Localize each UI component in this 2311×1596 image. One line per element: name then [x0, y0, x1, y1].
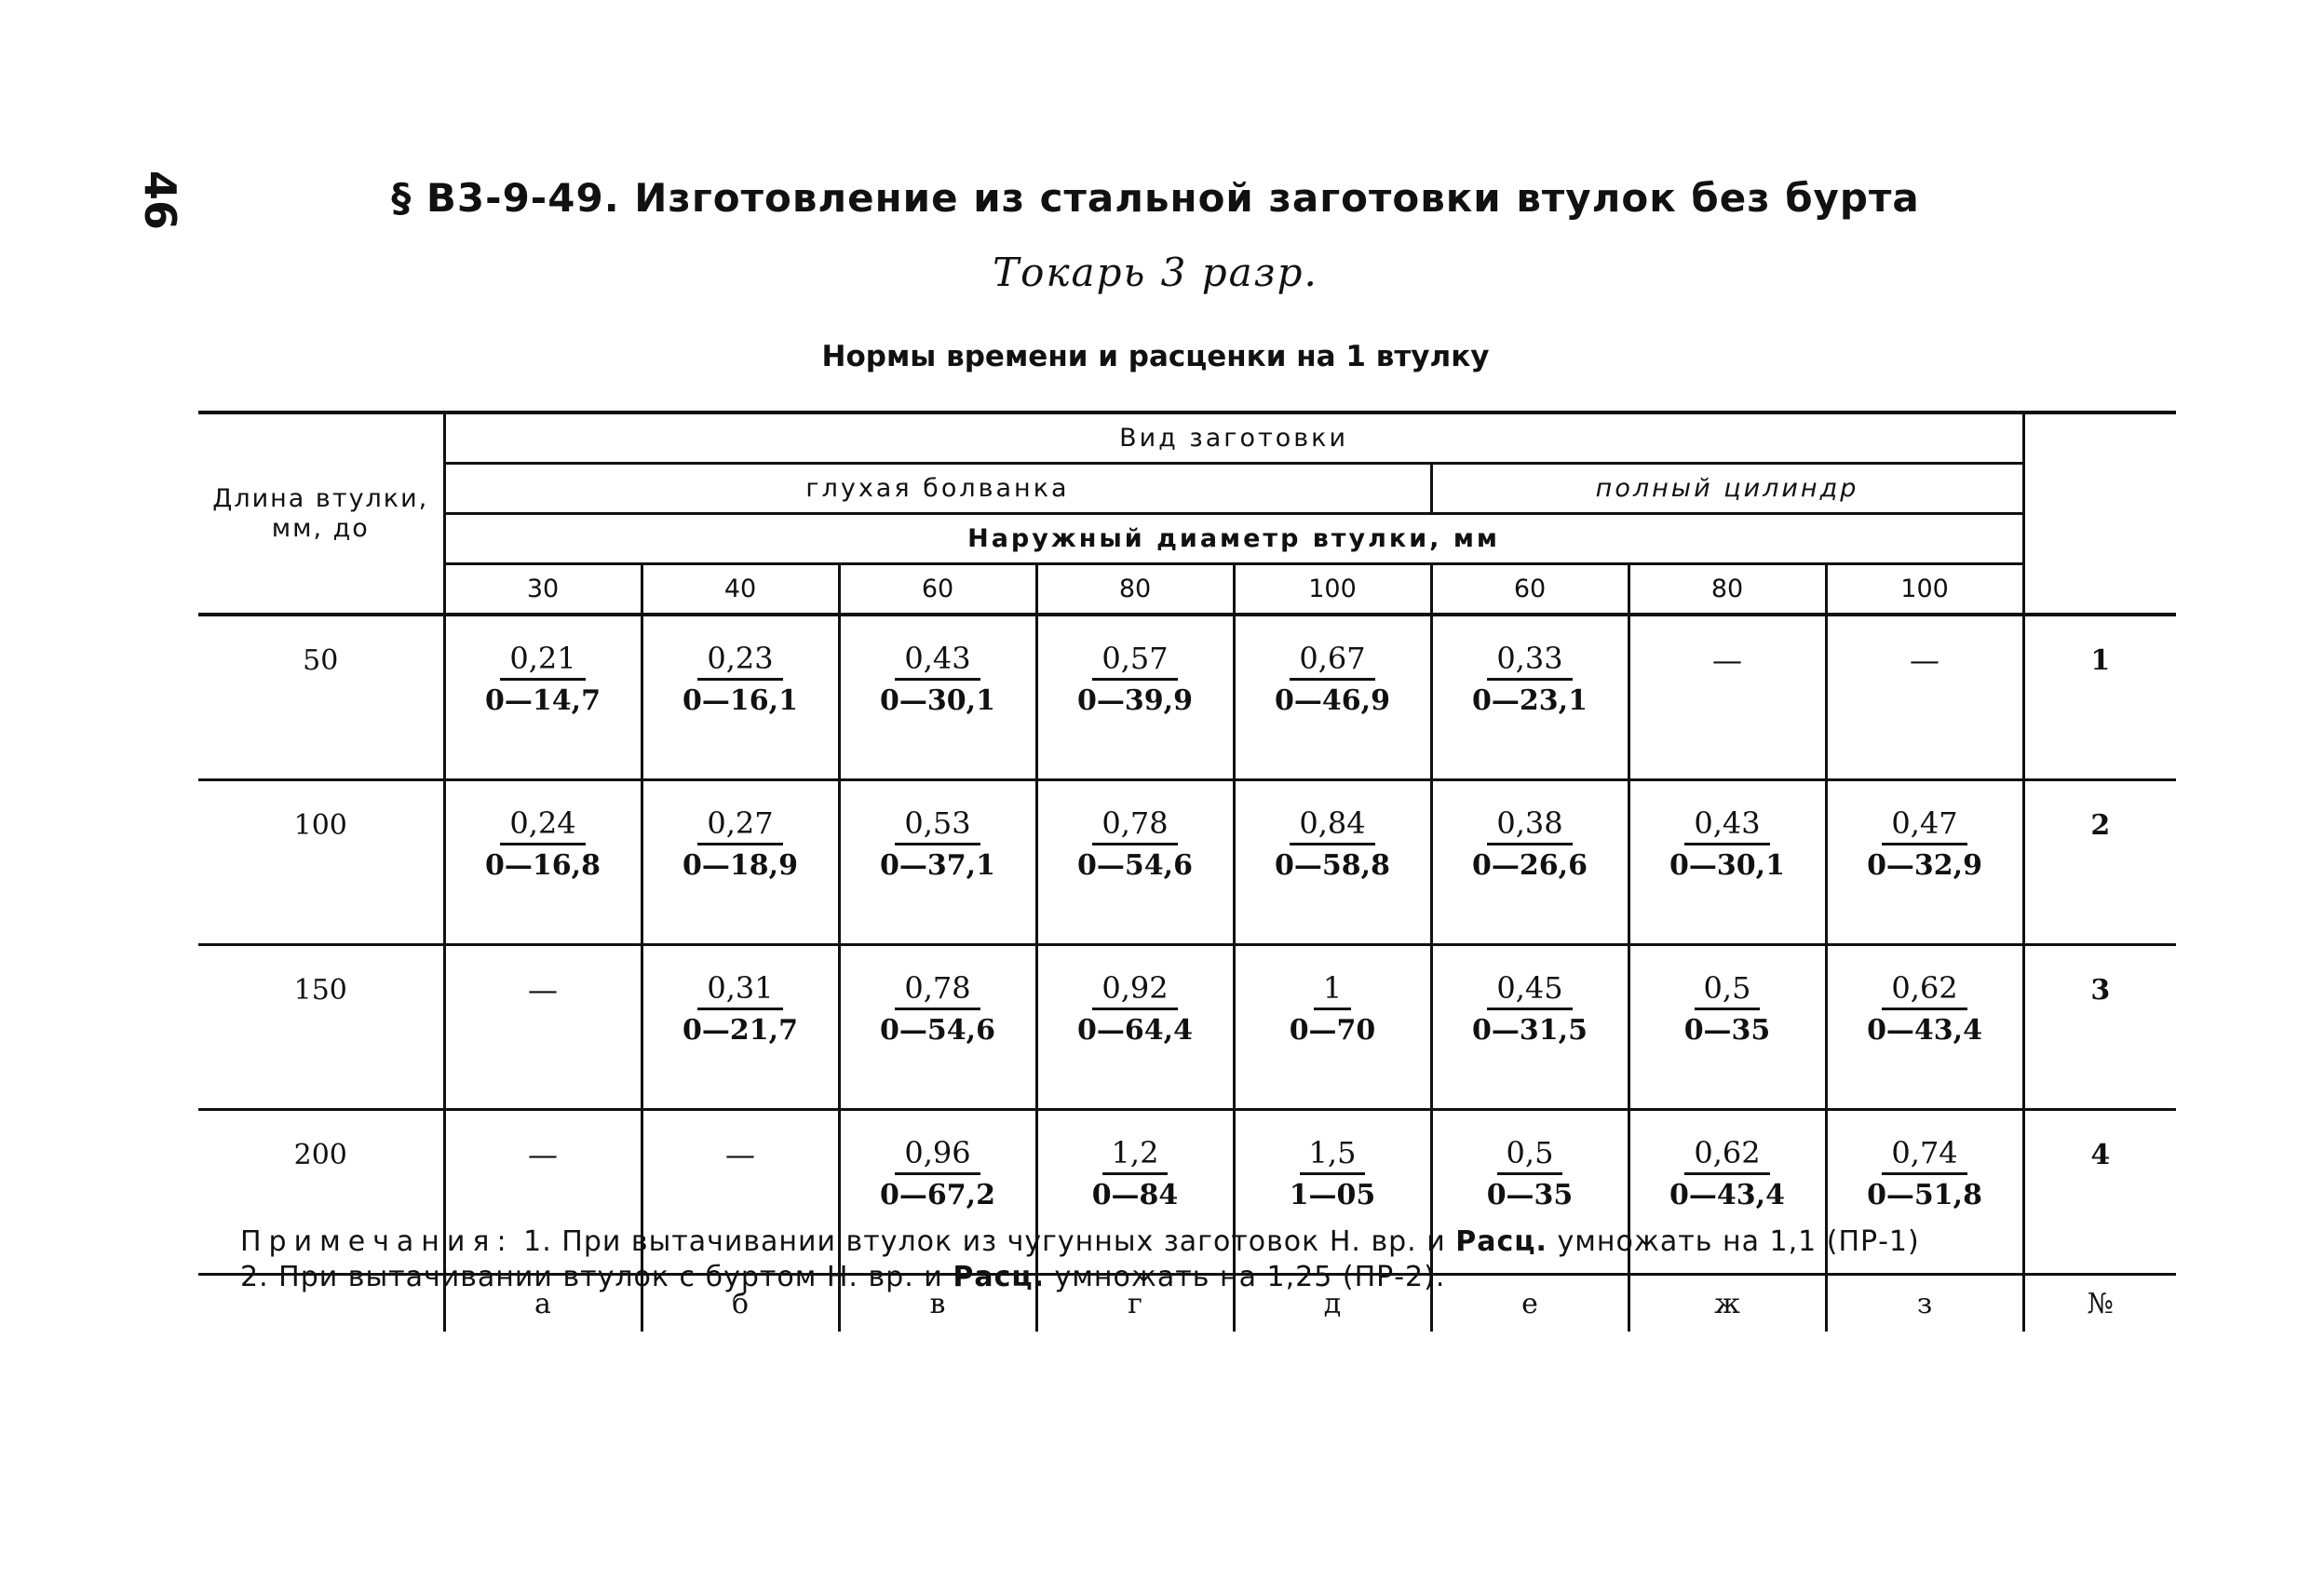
table-cell: [1629, 945, 1826, 1110]
time-norm: 0,21: [500, 641, 585, 681]
price-rate: 0—26,6: [1472, 849, 1588, 882]
number-symbol: №: [2023, 1275, 2176, 1332]
table-cell: [1826, 615, 2023, 780]
time-norm: 0,92: [1092, 970, 1177, 1010]
table-cell: [1036, 945, 1234, 1110]
time-norm: 0,67: [1290, 641, 1374, 681]
time-norm: 1: [1314, 970, 1351, 1010]
norm-fraction: [1669, 805, 1785, 882]
column-letter: з: [1826, 1275, 2023, 1332]
diameter-col-3: 80: [1036, 564, 1234, 615]
diameter-col-6: 80: [1629, 564, 1826, 615]
table-cell: [642, 615, 839, 780]
price-rate: 0—54,6: [880, 1014, 995, 1047]
empty-dash: —: [725, 1137, 755, 1172]
diameter-header: Наружный диаметр втулки, мм: [444, 514, 2023, 564]
diameter-col-1: 40: [642, 564, 839, 615]
time-norm: 0,5: [1695, 970, 1761, 1010]
table-cell: [1036, 615, 1234, 780]
table-cell: [1629, 780, 1826, 945]
time-norm: 0,43: [1684, 805, 1769, 845]
table-caption: Нормы времени и расценки на 1 втулку: [821, 340, 1490, 373]
norm-fraction: [1669, 1135, 1785, 1211]
norm-fraction: [682, 970, 798, 1047]
time-norm: 0,53: [895, 805, 980, 845]
price-rate: 0—51,8: [1867, 1179, 1983, 1211]
price-rate: 0—18,9: [682, 849, 798, 882]
note-2-text-a: 2. При вытачивании втулок с буртом Н. вр. и: [240, 1261, 943, 1293]
time-norm: 0,5: [1497, 1135, 1563, 1175]
norm-fraction: [1077, 970, 1193, 1047]
price-rate: 0—14,7: [485, 684, 601, 717]
norm-fraction: [1077, 641, 1193, 717]
group-solid-blank: глухая болванка: [444, 464, 1431, 514]
diameter-col-2: 60: [839, 564, 1036, 615]
table-cell: [444, 945, 642, 1110]
time-norm: 0,62: [1882, 970, 1966, 1010]
norm-fraction: [880, 805, 995, 882]
note-2: [240, 1260, 1920, 1295]
norm-fraction: [485, 805, 601, 882]
empty-dash: —: [528, 1137, 558, 1172]
note-1-text-a: 1. При вытачивании втулок из чугунных заготовок Н. вр. и: [523, 1225, 1446, 1258]
table-row: [198, 780, 2176, 945]
price-rate: 0—35: [1683, 1014, 1771, 1047]
norm-fraction: [1867, 1135, 1982, 1211]
table-cell: [1431, 945, 1629, 1110]
section-title: § В3-9-49. Изготовление из стальной заготовки втулок без бурта: [391, 175, 1920, 221]
price-rate: 0—58,8: [1275, 849, 1390, 882]
price-rate: 0—16,1: [682, 684, 798, 717]
norm-fraction: [1487, 1135, 1574, 1211]
price-rate: 0—54,6: [1077, 849, 1193, 882]
row-number: 2: [2023, 780, 2176, 945]
diameter-col-7: 100: [1826, 564, 2023, 615]
table-row: [198, 945, 2176, 1110]
worker-grade: Токарь 3 разр.: [993, 250, 1318, 295]
note-1: [240, 1224, 1920, 1260]
norm-fraction: [1867, 970, 1982, 1047]
column-letter: ж: [1629, 1275, 1826, 1332]
norm-fraction: [880, 641, 995, 717]
price-rate: 0—30,1: [1669, 849, 1785, 882]
row-length: 100: [198, 780, 444, 945]
table-cell: [444, 780, 642, 945]
price-rate: 0—37,1: [880, 849, 995, 882]
page-number: 46: [135, 169, 186, 231]
row-length: 150: [198, 945, 444, 1110]
row-number: 3: [2023, 945, 2176, 1110]
row-length: 200: [198, 1110, 444, 1275]
norm-fraction: [1472, 970, 1588, 1047]
column-letter: б: [642, 1275, 839, 1332]
time-norm: 0,23: [697, 641, 782, 681]
table-cell: [1234, 615, 1431, 780]
norm-fraction: [1077, 805, 1193, 882]
table-cell: [1234, 945, 1431, 1110]
table-row: [198, 615, 2176, 780]
time-norm: 0,33: [1487, 641, 1572, 681]
table-cell: [1826, 780, 2023, 945]
empty-dash: —: [528, 972, 558, 1008]
time-norm: 0,45: [1487, 970, 1572, 1010]
price-rate: 0—32,9: [1867, 849, 1983, 882]
table-cell: [642, 780, 839, 945]
price-rate: 0—39,9: [1077, 684, 1193, 717]
norm-fraction: [880, 970, 995, 1047]
norm-fraction: [485, 641, 601, 717]
time-norm: 0,78: [1092, 805, 1177, 845]
length-header-text: Длина втулки, мм, до: [212, 483, 429, 543]
table-cell: [839, 945, 1036, 1110]
number-column-header: [2023, 413, 2176, 615]
table-cell: [642, 945, 839, 1110]
column-letter: а: [444, 1275, 642, 1332]
table-cell: [1234, 780, 1431, 945]
note-1-text-b: Расц.: [1455, 1225, 1547, 1258]
price-rate: 0—43,4: [1867, 1014, 1983, 1047]
row-number: 1: [2023, 615, 2176, 780]
column-letter: в: [839, 1275, 1036, 1332]
price-rate: 0—64,4: [1077, 1014, 1193, 1047]
empty-dash: —: [1910, 642, 1940, 678]
table-cell: [1826, 945, 2023, 1110]
time-norm: 0,43: [895, 641, 980, 681]
norm-fraction: [880, 1135, 995, 1211]
time-norm: 0,62: [1684, 1135, 1769, 1175]
time-norm: 0,47: [1882, 805, 1966, 845]
time-norm: 0,74: [1882, 1135, 1966, 1175]
table-cell: [1629, 615, 1826, 780]
table-cell: [839, 780, 1036, 945]
table-cell: [444, 615, 642, 780]
norm-fraction: [1684, 970, 1771, 1047]
price-rate: 0—31,5: [1472, 1014, 1588, 1047]
price-rate: 0—84: [1091, 1179, 1179, 1211]
time-norm: 1,2: [1102, 1135, 1169, 1175]
time-norm: 0,57: [1092, 641, 1177, 681]
length-header: [198, 413, 444, 615]
price-rate: 0—67,2: [880, 1179, 995, 1211]
price-rate: 0—21,7: [682, 1014, 798, 1047]
time-norm: 0,38: [1487, 805, 1572, 845]
column-letter: д: [1234, 1275, 1431, 1332]
time-norm: 0,84: [1290, 805, 1374, 845]
note-2-text-c: умножать на 1,25 (ПР-2).: [1054, 1261, 1446, 1293]
norm-fraction: [1275, 805, 1390, 882]
norms-table: [198, 411, 2176, 1332]
row-number: 4: [2023, 1110, 2176, 1275]
table-cell: [1431, 615, 1629, 780]
row-length: 50: [198, 615, 444, 780]
norm-fraction: [682, 641, 798, 717]
table-cell: [1036, 780, 1234, 945]
norm-fraction: [1290, 1135, 1376, 1211]
note-2-text-b: Расц.: [953, 1261, 1045, 1293]
time-norm: 0,96: [895, 1135, 980, 1175]
time-norm: 0,78: [895, 970, 980, 1010]
notes-label: Примечания:: [240, 1225, 514, 1258]
price-rate: 0—16,8: [485, 849, 601, 882]
norm-fraction: [682, 805, 798, 882]
price-rate: 0—70: [1289, 1014, 1376, 1047]
time-norm: 0,24: [500, 805, 585, 845]
price-rate: 0—43,4: [1669, 1179, 1785, 1211]
time-norm: 0,27: [697, 805, 782, 845]
norm-fraction: [1092, 1135, 1179, 1211]
price-rate: 0—35: [1486, 1179, 1574, 1211]
note-1-text-c: умножать на 1,1 (ПР-1): [1557, 1225, 1920, 1258]
column-letter: е: [1431, 1275, 1629, 1332]
price-rate: 0—23,1: [1472, 684, 1588, 717]
norm-fraction: [1867, 805, 1982, 882]
norm-fraction: [1472, 641, 1588, 717]
table-cell: [1431, 780, 1629, 945]
group-full-cylinder: полный цилиндр: [1431, 464, 2023, 514]
diameter-col-5: 60: [1431, 564, 1629, 615]
norm-fraction: [1275, 641, 1390, 717]
price-rate: 1—05: [1289, 1179, 1376, 1211]
table-cell: [839, 615, 1036, 780]
norm-fraction: [1290, 970, 1376, 1047]
time-norm: 0,31: [697, 970, 782, 1010]
empty-dash: —: [1712, 642, 1742, 678]
price-rate: 0—30,1: [880, 684, 995, 717]
time-norm: 1,5: [1300, 1135, 1366, 1175]
notes: [240, 1224, 1920, 1295]
diameter-col-0: 30: [444, 564, 642, 615]
column-letter: г: [1036, 1275, 1234, 1332]
diameter-col-4: 100: [1234, 564, 1431, 615]
price-rate: 0—46,9: [1275, 684, 1390, 717]
norm-fraction: [1472, 805, 1588, 882]
blank-type-header: Вид заготовки: [444, 413, 2023, 464]
